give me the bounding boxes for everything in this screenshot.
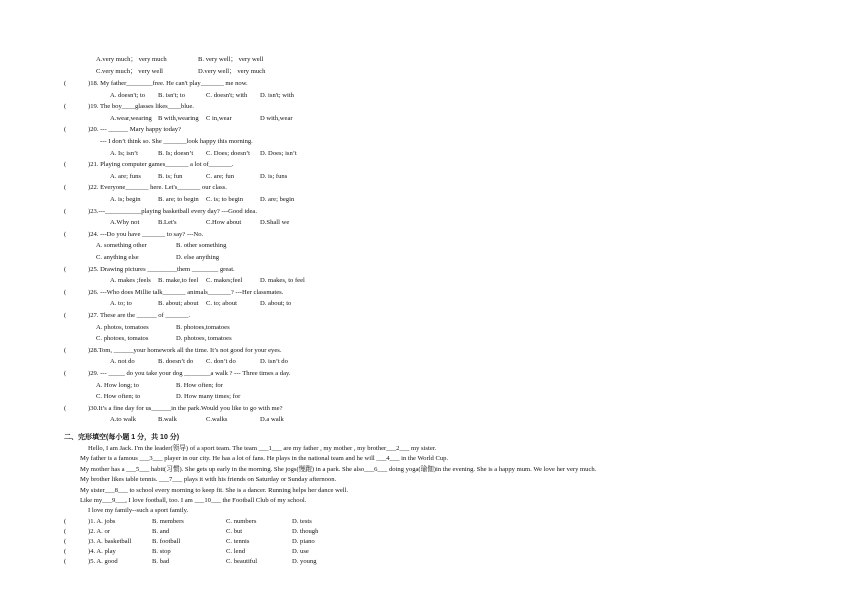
option-a: A. to; to <box>110 300 132 308</box>
option-d: D. about; to <box>260 300 292 308</box>
option-a: )5. A. good <box>88 558 118 565</box>
option-a: A. is; begin <box>110 196 141 203</box>
answer-paren[interactable]: ( <box>64 538 67 545</box>
option-c: C.How about <box>206 219 242 227</box>
option-c: C. don’t do <box>206 358 236 366</box>
option-c: C. How often; to <box>96 393 141 401</box>
answer-paren[interactable]: ( <box>64 126 67 134</box>
option-c: C. numbers <box>226 518 257 525</box>
option-c: C. makes;feel <box>206 277 243 285</box>
option-row <box>96 68 496 76</box>
option-a: )4. A. play <box>88 548 116 555</box>
option-b: B.walk <box>158 416 177 424</box>
option-c: C. anything else <box>96 254 139 261</box>
option-a: A. doesn't; to <box>110 91 146 99</box>
option-d: D. use <box>292 548 309 555</box>
option-b: B. isn't; to <box>158 91 186 99</box>
answer-paren[interactable]: ( <box>64 558 67 565</box>
answer-paren[interactable]: ( <box>64 207 67 215</box>
option-d: D. How many times; for <box>176 393 241 401</box>
question-text: )27. These are the ______ of _______. <box>88 312 191 319</box>
option-d: D. Does; isn’t <box>260 149 297 157</box>
option-b: B. and <box>152 528 170 535</box>
question-text: )21. Playing computer games_______ a lot of_______. <box>88 161 234 169</box>
option-a: )1. A. jobs <box>88 518 116 525</box>
option-a: )2. A. or <box>88 528 110 535</box>
option-c: C.walks <box>206 416 228 424</box>
option-b: B. Is; doesn’t <box>158 149 194 157</box>
option-a: A.wear,wearing <box>110 114 152 122</box>
option-b: B. stop <box>152 548 171 555</box>
answer-paren[interactable]: ( <box>64 80 67 87</box>
passage-line: My mother has a ___5___ habit(习惯). She gets up early in the morning. She jogs(慢跑) in a park. She also___6___ doing yoga(瑜伽)in the evening. She is a happy mum. We love her very much. <box>80 465 597 473</box>
option-c: C. tennis <box>226 538 250 545</box>
answer-paren[interactable]: ( <box>64 265 67 273</box>
option-d: D. photoes, tomatoes <box>176 335 232 343</box>
answer-paren[interactable]: ( <box>64 184 67 192</box>
option-a: A. makes ;feels <box>110 277 151 285</box>
option-b: B. football <box>152 538 181 545</box>
option-c: C. to; about <box>206 300 237 308</box>
option-d: D. tests <box>292 518 312 525</box>
passage-line: My father is a famous ___3___ player in our city. He has a lot of fans. He plays in the national team and he will ___4___ in the World Cup. <box>80 455 449 463</box>
option-b: B with,wearing <box>158 114 199 122</box>
answer-paren[interactable]: ( <box>64 404 67 412</box>
option-a: A. Is; isn’t <box>110 149 138 157</box>
question-text: )20. --- ______ Mary happy today? <box>88 126 182 134</box>
option-d: D. though <box>292 528 319 535</box>
option-d: D.Shall we <box>260 219 290 227</box>
option-a: )3. A. basketball <box>88 538 132 545</box>
answer-paren[interactable]: ( <box>64 370 67 377</box>
passage-line: My sister___8___ to school every morning to keep fit. She is a dancer. Running helps her dance well. <box>80 486 349 494</box>
answer-paren[interactable]: ( <box>64 230 67 238</box>
option-d: D.very well； very much <box>198 68 266 75</box>
option-a: A.Why not <box>110 219 140 227</box>
answer-paren[interactable]: ( <box>64 528 67 535</box>
answer-paren[interactable]: ( <box>64 312 67 319</box>
option-b: B. are; to begin <box>158 196 199 203</box>
option-a: A. photos, tomatoes <box>96 323 149 331</box>
passage-line: My brother likes table tennis. ___7___ plays it with his friends on Saturday or Sunday afternoon. <box>80 476 337 484</box>
answer-paren[interactable]: ( <box>64 548 67 555</box>
answer-paren[interactable]: ( <box>64 161 67 169</box>
option-c: C. are; fun <box>206 172 235 180</box>
passage-line: Hello, I am Jack. I'm the leader(领导) of a sport team. The team ___1___ are my father , my mother , my brother___2___ my sister. <box>88 445 437 452</box>
option-b: B. is; fun <box>158 172 183 180</box>
question-text: )23.---___________playing basketball every day? ---Good idea. <box>88 207 258 215</box>
question-text: )25. Drawing pictures _________them ________ great. <box>88 265 235 273</box>
question-subline: --- I don’t think so. She _______look happy this morning. <box>100 138 253 145</box>
option-d: D. piano <box>292 538 315 545</box>
option-c: C in,wear <box>206 114 232 122</box>
question-text: )30.It’s a fine day for us______in the park.Would you like to go with me? <box>88 404 283 412</box>
option-c: C.very much； very well <box>96 68 164 75</box>
question-text: )24. ---Do you have _______ to say? ---No. <box>88 230 204 238</box>
option-a: A. How long; to <box>96 381 139 389</box>
option-c: C. but <box>226 528 243 535</box>
question-text: )22. Everyone_______ here. Let's_______ our class. <box>88 184 227 192</box>
section-title: 二、完形填空(每小题 1 分，共 10 分) <box>64 434 180 441</box>
option-d: D. young <box>292 558 317 565</box>
option-b: B. bad <box>152 558 170 565</box>
option-d: D. isn't; with <box>260 91 294 99</box>
option-b: B. How often; for <box>176 381 223 389</box>
option-a: A. not do <box>110 358 135 366</box>
option-d: D. isn’t do <box>260 358 288 366</box>
option-b: B.Let's <box>158 219 177 227</box>
option-b: B. about; about <box>158 300 199 308</box>
answer-paren[interactable]: ( <box>64 288 67 296</box>
option-c: C. Does; doesn’t <box>206 149 251 157</box>
answer-paren[interactable]: ( <box>64 518 67 525</box>
option-row <box>96 56 496 64</box>
question-text: )26. ---Who does Millie talk_______ animals_______? ---Her classmates. <box>88 288 284 296</box>
option-c: C. beautiful <box>226 558 258 565</box>
option-b: B. other something <box>176 242 227 250</box>
option-c: C. is; to begin <box>206 196 243 203</box>
option-d: D. are; begin <box>260 196 295 203</box>
option-b: B. make,to feel <box>158 277 199 285</box>
answer-paren[interactable]: ( <box>64 103 67 111</box>
option-b: B. photoes,tomatoes <box>176 323 230 331</box>
option-b: B. doesn’t do <box>158 358 194 366</box>
question-text: )19. The boy____glasses likes____blue. <box>88 103 194 111</box>
question-text: )28.Tom, ______your homework all the time. It’s not good for your eyes. <box>88 346 282 354</box>
option-d: D with,wear <box>260 114 293 122</box>
option-b: B. members <box>152 518 184 525</box>
option-d: D.a walk <box>260 416 284 424</box>
option-c: C. photoes, tomatos <box>96 335 149 343</box>
option-a: A.very much； very much <box>96 56 167 63</box>
question-text: )29. --- _____ do you take your dog ________a walk ? --- Three times a day. <box>88 370 291 377</box>
passage-line: I love my family--such a sport family. <box>88 507 189 515</box>
option-a: A. something other <box>96 242 147 250</box>
passage-line: Like my___9___, I love football, too. I am ___10___ the Football Club of my school. <box>80 497 307 504</box>
option-a: A. are; funs <box>110 172 141 180</box>
option-d: D. else anything <box>176 254 220 261</box>
question-text: )18. My father________free. He can't play_______ me now. <box>88 80 248 87</box>
answer-paren[interactable]: ( <box>64 346 67 354</box>
option-d: D. is; funs <box>260 172 288 180</box>
option-c: C. doesn't; with <box>206 91 248 99</box>
option-b: B. very well； very well <box>198 56 264 63</box>
option-c: C. lend <box>226 548 246 555</box>
option-d: D. makes, to feel <box>260 277 305 285</box>
option-a: A.to walk <box>110 416 137 424</box>
